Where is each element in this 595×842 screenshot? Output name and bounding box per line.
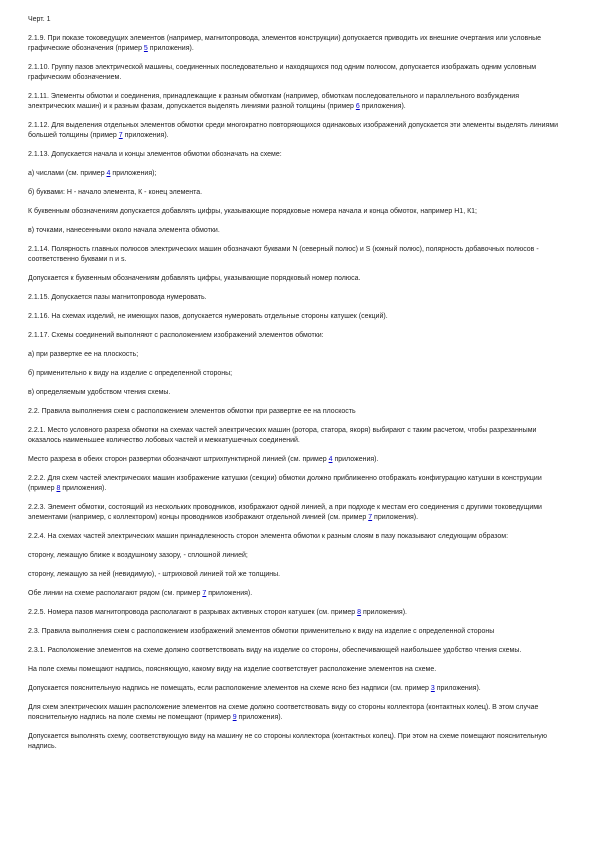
paragraph — [28, 150, 565, 160]
paragraph — [28, 589, 565, 599]
paragraph-text: 2.3. Правила выполнения схем с расположением изображений элементов обмотки применительно к виду на изделие с определенной стороны — [28, 628, 495, 635]
paragraph — [28, 426, 565, 446]
paragraph — [28, 627, 565, 637]
paragraph-text: Допускается пояснительную надпись не помещать, если расположение элементов на схеме ясно без надписи (см. пример — [28, 685, 431, 692]
paragraph-text: 2.1.15. Допускается пазы магнитопровода нумеровать. — [28, 294, 207, 301]
paragraph — [28, 169, 565, 179]
paragraph-text: Допускается выполнять схему, соответствующую виду на машину не со стороны коллектора (контактных колец). При этом на схеме помещают пояснительную надпись. — [28, 733, 548, 750]
paragraph-text: сторону, лежащую за ней (невидимую), - штриховой линией той же толщины. — [28, 571, 281, 578]
paragraph — [28, 63, 565, 83]
paragraph-text: в) точками, нанесенными около начала элемента обмотки. — [28, 227, 220, 234]
paragraph-text: 2.1.9. При показе токоведущих элементов (например, магнитопровода, элементов конструкции) допускается приводить их внешние очертания или условные графические обозначения (пример — [28, 35, 542, 52]
paragraph — [28, 684, 565, 694]
example-link[interactable]: 7 — [368, 514, 373, 521]
paragraph-text: 2.1.10. Группу пазов электрической машины, соединенных последовательно и находящихся под одним полюсом, допускается изображать одним условным графическим обозначением. — [28, 64, 537, 81]
example-link[interactable]: 6 — [355, 103, 360, 110]
paragraph-text: 2.1.16. На схемах изделий, не имеющих пазов, допускается нумеровать отдельные стороны катушек (секций). — [28, 313, 388, 320]
paragraph-text: На поле схемы помещают надпись, поясняющую, какому виду на изделие соответствует расположение элементов на схеме. — [28, 666, 437, 673]
paragraph-text: б) буквами: Н - начало элемента, К - конец элемента. — [28, 189, 203, 196]
paragraph-text: 2.2.3. Элемент обмотки, состоящий из нескольких проводников, изображают одной линией, а при подходе к местам его соединения с другими токоведущими элементами (например, с коллектором) концы проводников изображают отдельной линией (см. пример — [28, 504, 542, 521]
paragraph-text: 2.1.17. Схемы соединений выполняют с расположением изображений элементов обмотки: — [28, 332, 324, 339]
paragraph — [28, 293, 565, 303]
example-link[interactable]: 3 — [430, 685, 435, 692]
paragraph-text: 2.1.11. Элементы обмотки и соединения, принадлежащие к разным обмоткам (например, обмоткам последовательного и параллельного возбуждения электрических машин) и к разным фазам, допускается выделять линиями разной толщины (пример — [28, 93, 519, 110]
paragraph — [28, 188, 565, 198]
paragraph — [28, 350, 565, 360]
example-link[interactable]: 8 — [357, 609, 362, 616]
paragraph-text: приложения). — [60, 485, 107, 492]
paragraph-text: 2.3.1. Расположение элементов на схеме должно соответствовать виду на изделие со стороны, обеспечивающей наибольшее удобство чтения схемы. — [28, 647, 522, 654]
paragraph — [28, 274, 565, 284]
paragraph — [28, 665, 565, 675]
paragraph-text: приложения). — [147, 45, 194, 52]
paragraph — [28, 703, 565, 723]
paragraph-text: Для схем электрических машин расположение элементов на схеме должно соответствовать виду со стороны коллектора (контактных колец). В этом случае пояснительную надпись на поле схемы не помещают (пример — [28, 704, 539, 721]
document-body — [28, 15, 565, 752]
example-link[interactable]: 8 — [56, 485, 61, 492]
paragraph — [28, 732, 565, 752]
paragraph-text: Обе линии на схеме располагают рядом (см. пример — [28, 590, 203, 597]
paragraph — [28, 551, 565, 561]
example-link[interactable]: 9 — [232, 714, 237, 721]
example-link[interactable]: 5 — [143, 45, 148, 52]
paragraph-text: сторону, лежащую ближе к воздушному зазору, - сплошной линией; — [28, 552, 248, 559]
paragraph — [28, 34, 565, 54]
paragraph-text: 2.1.13. Допускается начала и концы элементов обмотки обозначать на схеме: — [28, 151, 282, 158]
paragraph-text: приложения). — [434, 685, 481, 692]
paragraph-text: Место разреза в обеих сторон развертки обозначают штрихпунктирной линией (см. пример — [28, 456, 329, 463]
paragraph — [28, 369, 565, 379]
example-link[interactable]: 4 — [328, 456, 333, 463]
example-link[interactable]: 4 — [106, 170, 111, 177]
paragraph-text: 2.2. Правила выполнения схем с расположением элементов обмотки при развертке ее на плоскость — [28, 408, 356, 415]
paragraph — [28, 226, 565, 236]
paragraph-text: Черт. 1 — [28, 16, 51, 23]
paragraph-text: 2.2.4. На схемах частей электрических машин принадлежность сторон элемента обмотки к разным слоям в пазу показывают следующим образом: — [28, 533, 509, 540]
paragraph-text: 2.1.12. Для выделения отдельных элементов обмотки среди многократно повторяющихся одинаковых изображений допускается эти элементы выделять линиями большей толщины (пример — [28, 122, 559, 139]
paragraph — [28, 207, 565, 217]
paragraph-text: 2.2.2. Для схем частей электрических машин изображение катушки (секции) обмотки должно приближенно отображать конфигурацию катушки в конструкции (пример — [28, 475, 542, 492]
paragraph — [28, 474, 565, 494]
paragraph-text: приложения). — [236, 714, 283, 721]
paragraph-text: а) при развертке ее на плоскость; — [28, 351, 139, 358]
figure-caption — [28, 15, 565, 25]
paragraph — [28, 532, 565, 542]
example-link[interactable]: 7 — [202, 590, 207, 597]
paragraph-text: приложения). — [372, 514, 419, 521]
paragraph — [28, 503, 565, 523]
paragraph-text: 2.1.14. Полярность главных полюсов электрических машин обозначают буквами N (северный полюс) и S (южный полюс), полярность добавочных полюсов - соответственно буквами n и s. — [28, 246, 539, 263]
paragraph-text: 2.2.5. Номера пазов магнитопровода располагают в разрывах активных сторон катушек (см. пример — [28, 609, 358, 616]
paragraph-text: а) числами (см. пример — [28, 170, 107, 177]
paragraph — [28, 407, 565, 417]
paragraph-text: в) определяемым удобством чтения схемы. — [28, 389, 171, 396]
paragraph-text: приложения); — [110, 170, 157, 177]
paragraph — [28, 388, 565, 398]
paragraph-text: приложения). — [122, 132, 169, 139]
paragraph-text: Допускается к буквенным обозначениям добавлять цифры, указывающие порядковый номер полюса. — [28, 275, 361, 282]
paragraph — [28, 245, 565, 265]
paragraph-text: К буквенным обозначениям допускается добавлять цифры, указывающие порядковые номера начала и конца обмоток, например Н1, К1; — [28, 208, 477, 215]
paragraph — [28, 570, 565, 580]
paragraph-text: приложения). — [361, 609, 407, 616]
paragraph-text: б) применительно к виду на изделие с определенной стороны; — [28, 370, 233, 377]
paragraph — [28, 331, 565, 341]
paragraph-text: приложения). — [206, 590, 253, 597]
paragraph-text: приложения). — [332, 456, 379, 463]
example-link[interactable]: 7 — [118, 132, 123, 139]
paragraph — [28, 92, 565, 112]
paragraph — [28, 646, 565, 656]
paragraph — [28, 312, 565, 322]
paragraph — [28, 608, 565, 618]
paragraph — [28, 455, 565, 465]
paragraph-text: приложения). — [359, 103, 406, 110]
paragraph-text: 2.2.1. Место условного разреза обмотки на схемах частей электрических машин (ротора, статора, якоря) выбирают с таким расчетом, чтобы разрезанными оказалось наименьшее количество лобовых частей и межкатушечных соединений. — [28, 427, 537, 444]
paragraph — [28, 121, 565, 141]
